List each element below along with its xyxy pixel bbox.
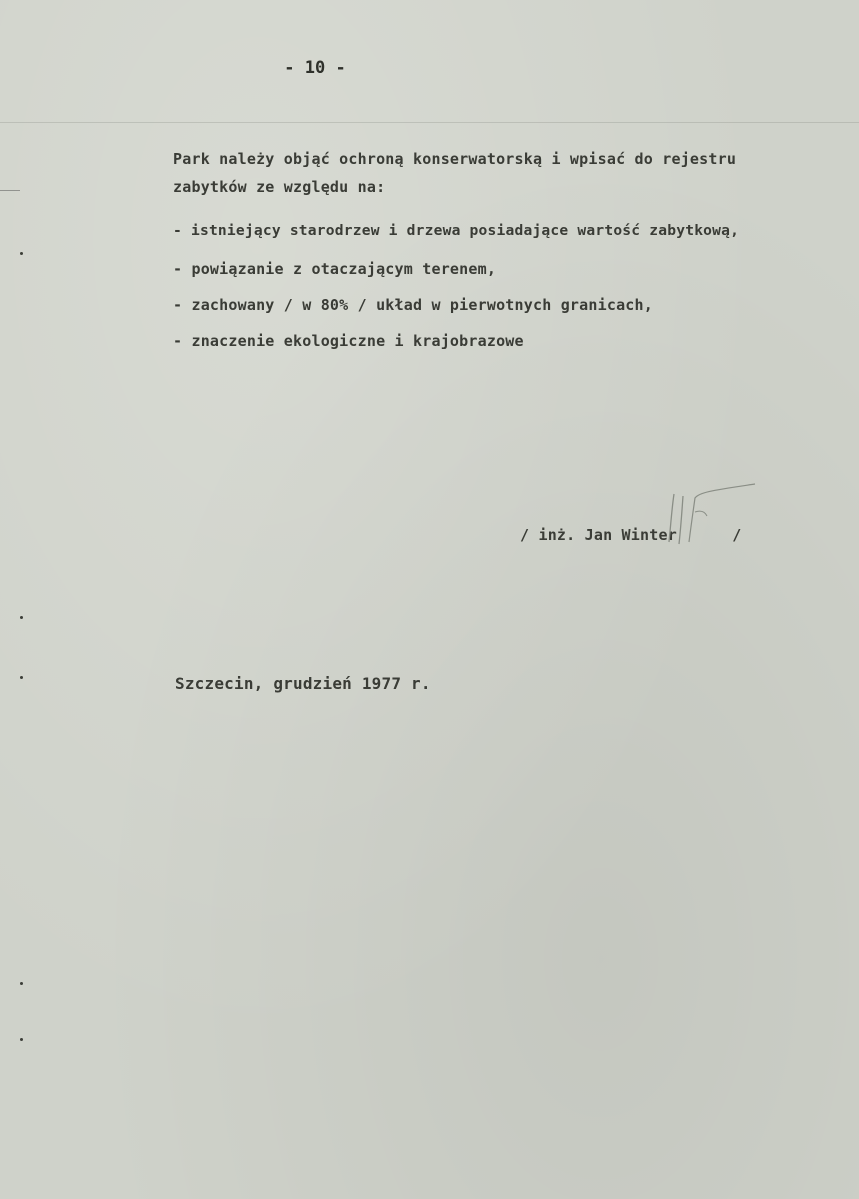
margin-mark [0, 190, 20, 191]
margin-dot [20, 982, 23, 985]
reason-item: - istniejący starodrzew i drzewa posiadające wartość zabytkową, [173, 222, 740, 239]
reason-item: - powiązanie z otaczającym terenem, [173, 260, 497, 278]
margin-dot [20, 1038, 23, 1041]
margin-dot [20, 616, 23, 619]
signature-line: / inż. Jan Winter / [520, 526, 742, 544]
place-and-date: Szczecin, grudzień 1977 r. [175, 674, 431, 693]
reason-item: - znaczenie ekologiczne i krajobrazowe [173, 332, 524, 350]
reason-item: - zachowany / w 80% / układ w pierwotnych granicach, [173, 296, 653, 314]
intro-line-2: zabytków ze względu na: [173, 178, 386, 196]
margin-dot [20, 676, 23, 679]
paper-crease [0, 122, 859, 123]
intro-line-1: Park należy objąć ochroną konserwatorską i wpisać do rejestru [173, 150, 737, 168]
page-number: - 10 - [284, 58, 346, 78]
margin-dot [20, 252, 23, 255]
handwritten-signature-icon [655, 482, 765, 552]
